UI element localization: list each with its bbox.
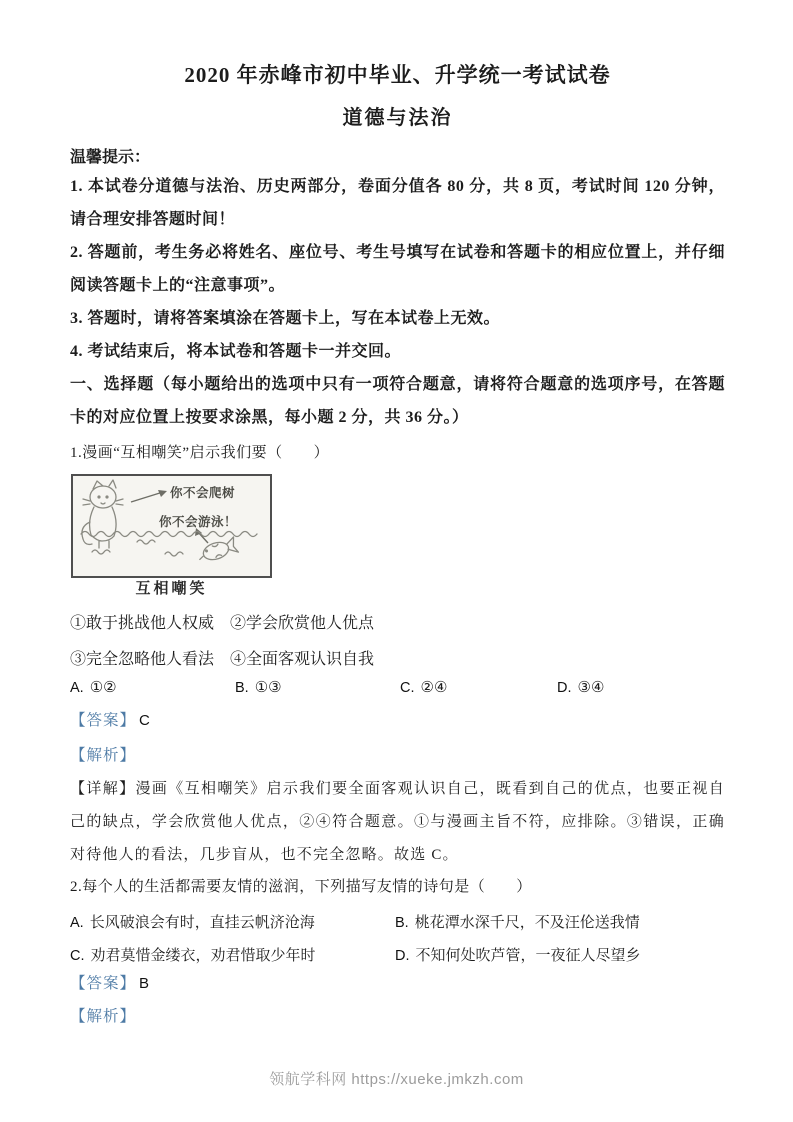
- option-d: D. 不知何处吹芦管，一夜征人尽望乡: [395, 948, 641, 964]
- option-d: D. ③④: [557, 680, 605, 696]
- options-row: [70, 911, 725, 933]
- question-1-answer: [70, 710, 725, 732]
- option-a: A. 长风破浪会有时，直挂云帆济沧海: [70, 915, 315, 931]
- option-b: B. 桃花潭水深千尺，不及汪伦送我情: [395, 915, 640, 931]
- comic-caption: 互相嘲笑: [135, 581, 208, 597]
- fish-speech-text: 你不会游泳！: [159, 515, 238, 529]
- section-1-heading: 一、选择题（每小题给出的选项中只有一项符合题意，请将符合题意的选项序号，在答题卡的对应位置上按要求涂黑，每小题 2 分，共 36 分。）: [70, 376, 725, 426]
- analysis-tag: 【解析】: [70, 747, 137, 764]
- statement-3: ③完全忽略他人看法: [70, 651, 215, 668]
- option-b: B. ①③: [235, 680, 282, 696]
- cat-sketch: [82, 480, 123, 548]
- wave-squiggle: [165, 552, 183, 556]
- question-2-options: [70, 911, 725, 966]
- wave-squiggle: [137, 540, 155, 544]
- page-subtitle: 道德与法治: [342, 107, 453, 129]
- comic-drawing: [73, 476, 270, 576]
- answer-value: C: [139, 712, 150, 729]
- answer-tag: 【答案】: [70, 975, 137, 992]
- statement-row: [70, 649, 725, 670]
- question-1-analysis: [70, 745, 725, 767]
- notice-item-1: 1. 本试卷分道德与法治、历史两部分，卷面分值各 80 分，共 8 页，考试时间 120 分钟，请合理安排答题时间！: [70, 178, 725, 228]
- fish-sketch: [196, 537, 238, 564]
- question-2-answer: [70, 973, 725, 995]
- option-c: C. 劝君莫惜金缕衣，劝君惜取少年时: [70, 948, 316, 964]
- notice-item-2: 2. 答题前，考生务必将姓名、座位号、考生号填写在试卷和答题卡的相应位置上，并仔细阅读答题卡上的“注意事项”。: [70, 244, 725, 294]
- question-1-explanation: 【详解】漫画《互相嘲笑》启示我们要全面客观认识自己，既看到自己的优点，也要正视自己的缺点，学会欣赏他人优点，②④符合题意。①与漫画主旨不符，应排除。③错误，正确对待他人的看法，几步盲从，也不完全忽略。故选 C。: [70, 781, 725, 863]
- statement-row: [70, 613, 725, 634]
- options-row: [70, 944, 725, 966]
- analysis-tag: 【解析】: [70, 1008, 137, 1025]
- page-title: 2020 年赤峰市初中毕业、升学统一考试试卷: [184, 63, 611, 87]
- wave-squiggle: [92, 550, 110, 554]
- cat-speech-arrow: [131, 490, 167, 502]
- option-a: A. ①②: [70, 680, 117, 696]
- comic-image: [71, 474, 272, 578]
- notice-item-4: 4. 考试结束后，将本试卷和答题卡一并交回。: [70, 343, 402, 360]
- option-c: C. ②④: [400, 680, 448, 696]
- question-2-stem: 2.每个人的生活都需要友情的滋润，下列描写友情的诗句是（ ）: [70, 879, 532, 895]
- question-1-statements: [70, 613, 725, 670]
- water-line: [81, 532, 257, 537]
- footer-watermark: 领航学科网 https://xueke.jmkzh.com: [269, 1071, 524, 1088]
- question-2-analysis: [70, 1006, 725, 1028]
- answer-value: B: [139, 975, 150, 992]
- question-1-stem: 1.漫画“互相嘲笑”启示我们要（ ）: [70, 445, 330, 461]
- statement-4: ④全面客观认识自我: [230, 651, 375, 668]
- notice-item-3: 3. 答题时，请将答案填涂在答题卡上，写在本试卷上无效。: [70, 310, 501, 327]
- notice-heading: 温馨提示：: [70, 149, 151, 166]
- statement-2: ②学会欣赏他人优点: [230, 615, 375, 632]
- answer-tag: 【答案】: [70, 712, 137, 729]
- question-1-options: [70, 678, 725, 700]
- statement-1: ①敢于挑战他人权威: [70, 615, 215, 632]
- cat-speech-text: 你不会爬树: [170, 486, 236, 500]
- comic-figure: [71, 474, 272, 600]
